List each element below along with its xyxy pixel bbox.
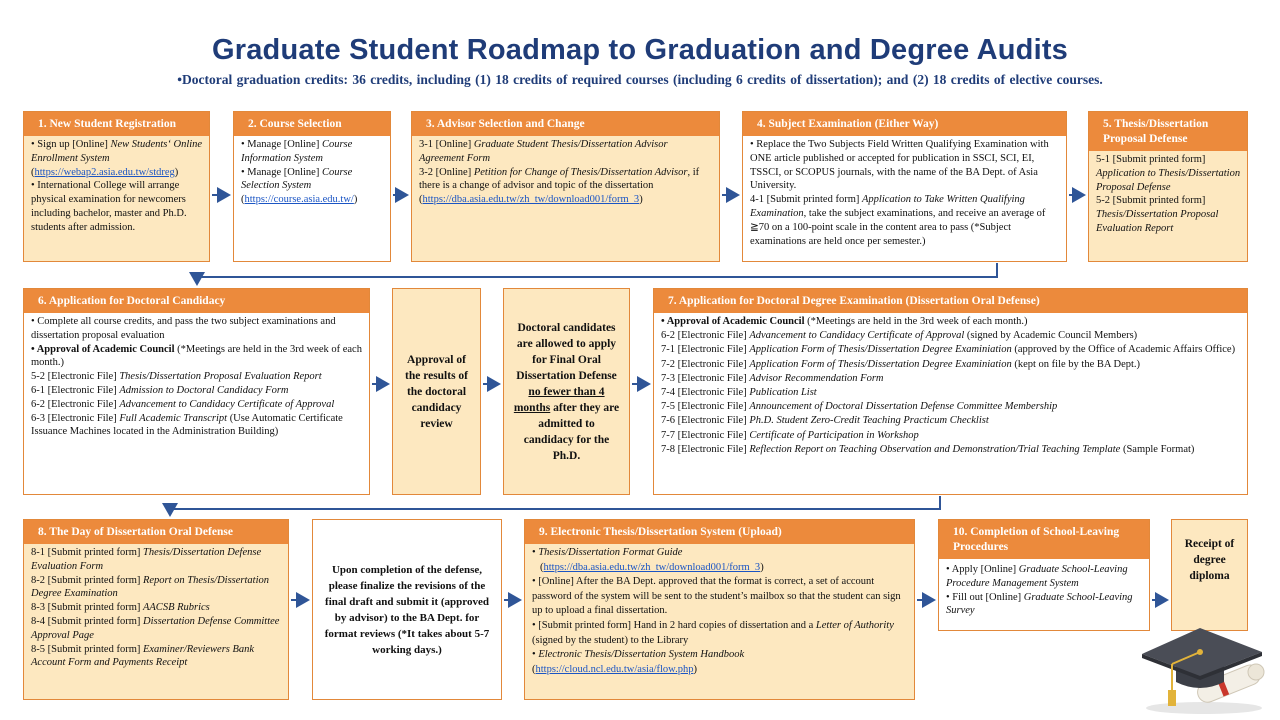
form-name: Admission to Doctoral Candidacy Form <box>119 384 289 396</box>
diploma-text: Receipt of degree diploma <box>1184 538 1235 582</box>
approval-text: • Approval of Academic Council <box>31 343 175 355</box>
text: after they are admitted to candidacy for the Ph.D. <box>523 401 620 462</box>
form-name: Petition for Change of Thesis/Dissertation Advisor <box>473 166 688 178</box>
text: (Sample Format) <box>1120 443 1195 455</box>
text: (signed by Academic Council Members) <box>964 330 1138 342</box>
approval-text: Approval of the results of the doctoral candidacy review <box>404 353 469 430</box>
text: • Manage [Online] <box>241 166 322 178</box>
form-name: Certificate of Participation in Workshop <box>749 429 919 441</box>
text: 6-3 [Electronic File] <box>31 412 120 424</box>
text: , take the subject examinations, and receive an average of ≧70 on a 100-point scale in the content area to pass (*Subject examinations are held once per semester.) <box>750 207 1046 247</box>
form-name: Ph.D. Student Zero-Credit Teaching Practicum Checklist <box>749 415 989 427</box>
text: 7-2 [Electronic File] <box>661 358 750 370</box>
form-name: Examiner/Reviewers Bank Account Form and Payments Receipt <box>31 643 255 669</box>
form-name: Dissertation Defense Committee Approval Page <box>31 615 280 641</box>
text: , if there is a change of advisor and topic of the dissertation <box>419 166 700 192</box>
system-name: Graduate School-Leaving Procedure Management System <box>946 564 1128 589</box>
bullet: • <box>532 547 539 558</box>
form-name: Letter of Authority <box>815 619 894 631</box>
time-requirement: no fewer than 4 months <box>513 385 605 414</box>
arrow-row2-to-8 <box>170 496 940 515</box>
system-name: Course Information System <box>241 139 353 164</box>
form-name: Thesis/Dissertation Proposal Evaluation Report <box>1096 209 1219 234</box>
arrow-row1-to-6 <box>197 263 997 284</box>
text: 4-1 [Submit printed form] <box>750 194 862 206</box>
graduation-cap-icon <box>1138 620 1270 716</box>
paren: ) <box>760 561 764 573</box>
text: • Sign up [Online] <box>31 139 111 150</box>
form-name: Thesis/Dissertation Defense Evaluation Form <box>31 547 262 572</box>
step-4-header: 4. Subject Examination (Either Way) <box>743 112 1066 136</box>
text: • [Submit printed form] Hand in 2 hard copies of dissertation and a <box>532 619 816 631</box>
text: 5-2 [Electronic File] <box>31 371 120 383</box>
step-7-header: 7. Application for Doctoral Degree Examination (Dissertation Oral Defense) <box>654 289 1247 313</box>
step-10-header: 10. Completion of School-Leaving Procedures <box>939 520 1149 559</box>
text: 8-5 [Submit printed form] <box>31 643 143 655</box>
form-name: Full Academic Transcript <box>119 412 228 424</box>
handbook-name: Electronic Thesis/Dissertation System Handbook <box>538 649 745 661</box>
text: 8-1 [Submit printed form] <box>31 547 143 558</box>
credits-subtitle: •Doctoral graduation credits: 36 credits, including (1) 18 credits of required courses (including 6 credits of dissertation); and (2) 18 credits of elective courses. <box>177 72 1103 87</box>
text: (*Meetings are held in the 3rd week of each month.) <box>804 316 1028 327</box>
physical-exam-note: • International College will arrange physical examination for newcomers including bachelor, master and Ph.D. students after admission. <box>31 180 187 233</box>
text: (Use Automatic Certificate Issuance Machines located in the Administration Building) <box>31 412 343 438</box>
form-name: Advancement to Candidacy Certificate of Approval <box>749 330 965 342</box>
text: • Apply [Online] <box>946 564 1019 575</box>
step-1-header: 1. New Student Registration <box>24 112 209 136</box>
text: 6-1 [Electronic File] <box>31 384 120 396</box>
paren: ( <box>540 561 544 573</box>
paren: ( <box>241 194 245 206</box>
text: (approved by the Office of Academic Affairs Office) <box>1011 344 1236 356</box>
approval-text: • Approval of Academic Council <box>661 316 805 327</box>
handbook-link[interactable]: https://cloud.ncl.edu.tw/asia/flow.php <box>535 663 694 675</box>
paren: ) <box>639 194 643 206</box>
text: 7-7 [Electronic File] <box>661 429 750 441</box>
text: 5-2 [Submit printed form] <box>1096 195 1206 207</box>
text: 7-3 [Electronic File] <box>661 372 750 384</box>
form-name: Report on Thesis/Dissertation Degree Examination <box>31 574 269 600</box>
system-name: Course Selection System <box>241 166 353 192</box>
text: 5-1 [Submit printed form] <box>1096 154 1206 165</box>
text: 7-5 [Electronic File] <box>661 401 750 413</box>
text: • Manage [Online] <box>241 139 322 150</box>
paren: ) <box>353 194 358 206</box>
form-name: Advancement to Candidacy Certificate of Approval <box>119 398 335 410</box>
text: 7-6 [Electronic File] <box>661 415 750 427</box>
text: (*Meetings are held in the 3rd week of each month.) <box>31 343 362 369</box>
paren: ) <box>174 166 179 178</box>
form3-link[interactable]: https://dba.asia.edu.tw/zh_tw/download001/form_3 <box>422 194 640 206</box>
publication-option: • Replace the Two Subjects Field Written Qualifying Examination with ONE article published or accepted for publication in SSCI, SCI, EI, TSSCI, or SCOPUS journals, with the name of the BA Dept. of Asia University. <box>750 139 1049 192</box>
text: 8-4 [Submit printed form] <box>31 615 143 627</box>
text: 3-1 [Online] <box>419 139 474 150</box>
stdreg-link[interactable]: https://webap2.asia.edu.tw/stdreg <box>34 166 175 178</box>
text: Doctoral candidates are allowed to apply for Final Oral Dissertation Defense <box>516 321 617 382</box>
form-name: Application to Thesis/Dissertation Proposal Defense <box>1096 167 1241 193</box>
text: (signed by the student) to the Library <box>532 634 689 646</box>
paren: ( <box>31 166 35 178</box>
step-9-header: 9. Electronic Thesis/Dissertation System (Upload) <box>525 520 914 544</box>
text: 7-1 [Electronic File] <box>661 344 750 356</box>
form-name: Announcement of Doctoral Dissertation Defense Committee Membership <box>749 401 1058 413</box>
paren: ( <box>419 194 423 206</box>
form-name: Reflection Report on Teaching Observation and Demonstration/Trial Teaching Template <box>749 443 1121 455</box>
form-name: Graduate Student Thesis/Dissertation Advisor Agreement Form <box>419 139 668 164</box>
text: • Fill out [Online] <box>946 591 1024 603</box>
form-name: AACSB Rubrics <box>142 602 210 614</box>
form-name: Advisor Recommendation Form <box>749 372 884 384</box>
form-name: Application to Take Written Qualifying Examination <box>750 194 1025 219</box>
text: 3-2 [Online] <box>419 166 474 178</box>
survey-name: Graduate School-Leaving Survey <box>946 591 1133 617</box>
form-name: Application Form of Thesis/Dissertation Degree Examiniation <box>749 344 1012 356</box>
step-6-header: 6. Application for Doctoral Candidacy <box>24 289 369 313</box>
format-review-text: Upon completion of the defense, please finalize the revisions of the final draft and submit it (approved by advisor) to the BA Dept. for format reviews (*It takes about 5-7 working days.) <box>324 563 490 656</box>
form-name: Publication List <box>749 387 817 399</box>
guide-name: Thesis/Dissertation Format Guide <box>538 547 683 558</box>
step-5-header: 5. Thesis/Dissertation Proposal Defense <box>1089 112 1247 151</box>
form-name: Thesis/Dissertation Proposal Evaluation Report <box>119 371 322 383</box>
page-title: Graduate Student Roadmap to Graduation and Degree Audits <box>211 34 1069 66</box>
paren: ( <box>532 663 536 675</box>
text: 7-8 [Electronic File] <box>661 443 750 455</box>
account-note: • [Online] After the BA Dept. approved that the format is correct, a set of account password of the system will be sent to the student’s mailbox so that the student can sign up to upload a final dissertation. <box>532 576 901 617</box>
course-link[interactable]: https://course.asia.edu.tw/ <box>244 194 354 206</box>
bullet: • <box>532 649 539 661</box>
text: 8-3 [Submit printed form] <box>31 602 143 614</box>
text: 6-2 [Electronic File] <box>661 330 750 342</box>
paren: ) <box>693 663 697 675</box>
step-2-header: 2. Course Selection <box>234 112 390 136</box>
text: 8-2 [Submit printed form] <box>31 574 143 586</box>
text: 6-2 [Electronic File] <box>31 398 120 410</box>
step-3-header: 3. Advisor Selection and Change <box>412 112 719 136</box>
format-guide-link[interactable]: https://dba.asia.edu.tw/zh_tw/download001/form_3 <box>543 561 761 573</box>
form-name: Application Form of Thesis/Dissertation Degree Examiniation <box>749 358 1012 370</box>
text: (kept on file by the BA Dept.) <box>1011 358 1141 370</box>
system-name: New Students‘ Online Enrollment System <box>31 139 203 164</box>
step-8-header: 8. The Day of Dissertation Oral Defense <box>24 520 288 544</box>
requirement: • Complete all course credits, and pass the two subject examinations and dissertation proposal evaluation <box>31 316 336 341</box>
text: 7-4 [Electronic File] <box>661 387 750 399</box>
